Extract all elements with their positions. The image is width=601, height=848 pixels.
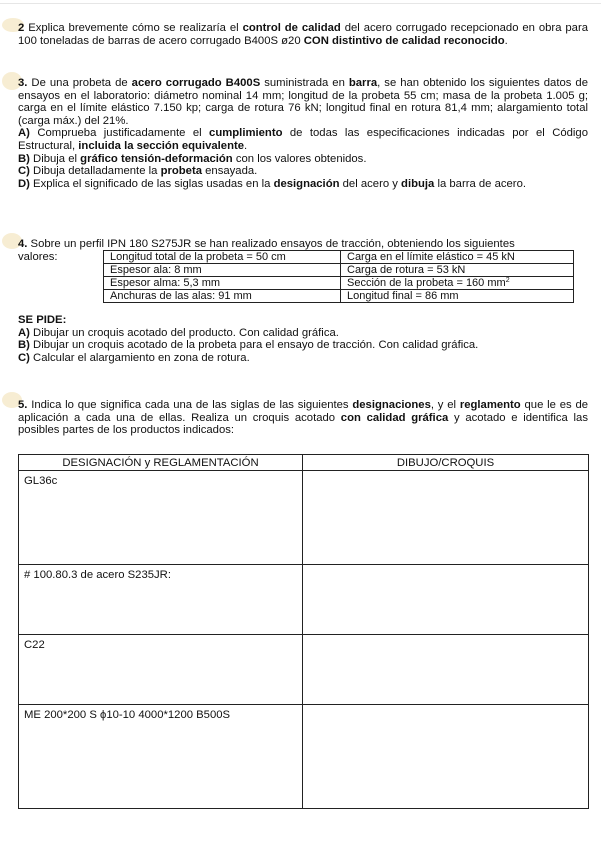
text-bold: designación xyxy=(273,177,340,190)
table-row xyxy=(19,635,589,705)
text: Dibuja detalladamente la xyxy=(29,165,161,178)
text: Explica el significado de las siglas usadas en la xyxy=(29,177,274,190)
table-cell xyxy=(341,277,574,290)
table-row xyxy=(104,277,574,290)
item-label: A) xyxy=(18,326,30,339)
designation-cell: ME 200*200 S ϕ10-10 4000*1200 B500S xyxy=(19,705,303,809)
table-row xyxy=(104,251,574,264)
question-number: 2 xyxy=(18,22,25,34)
table-row xyxy=(104,290,574,303)
cell-text: Sección de la probeta = 160 mm xyxy=(347,277,506,289)
drawing-cell[interactable] xyxy=(303,705,589,809)
table-row xyxy=(19,565,589,635)
text-bold: incluida la sección equivalente xyxy=(78,139,245,152)
text: , y el xyxy=(430,399,460,411)
text-bold: probeta xyxy=(160,165,202,178)
text-bold: barra xyxy=(348,77,378,89)
text: . xyxy=(244,139,248,152)
question-2 xyxy=(18,22,588,47)
question-number: 3. xyxy=(18,77,28,89)
text: y acotado e identifica las posibles partes de los productos indicados: xyxy=(18,411,588,437)
column-header-drawing: DIBUJO/CROQUIS xyxy=(303,455,589,471)
text: Explica brevemente cómo se realizaría el xyxy=(24,22,243,34)
table-row xyxy=(19,705,589,809)
text-bold: dibuja xyxy=(401,177,435,190)
text: Comprueba justificadamente el xyxy=(29,127,210,140)
table-row xyxy=(19,471,589,565)
question-number: 5. xyxy=(18,399,28,411)
text: valores: xyxy=(18,250,58,263)
text: del acero corrugado recepcionado en obra para 100 toneladas de barras de acero corrugado B400S ø20 xyxy=(18,22,589,47)
question-5 xyxy=(18,399,588,437)
table-cell: Espesor alma: 5,3 mm xyxy=(104,277,341,290)
text: De una probeta de xyxy=(27,77,132,89)
question-4-tasks xyxy=(18,314,588,364)
item-label: C) xyxy=(18,351,30,364)
table-row xyxy=(104,264,574,277)
drawing-cell[interactable] xyxy=(303,635,589,705)
text: Calcular el alargamiento en zona de rotura. xyxy=(29,351,250,364)
superscript: 2 xyxy=(505,277,510,284)
text: del acero y xyxy=(339,177,402,190)
text: que le es de aplicación a cada una de ellas. Realiza un croquis acotado xyxy=(18,399,589,424)
top-divider xyxy=(0,3,601,4)
text-bold: control de calidad xyxy=(242,22,341,34)
table-cell: Carga de rotura = 53 kN xyxy=(341,264,574,277)
item-label: B) xyxy=(18,152,30,165)
table-header-row xyxy=(19,455,589,471)
designation-cell: # 100.80.3 de acero S235JR: xyxy=(19,565,303,635)
designation-cell: C22 xyxy=(19,635,303,705)
test-values-table xyxy=(103,250,574,303)
text: con los valores obtenidos. xyxy=(232,152,367,165)
se-pide-heading: SE PIDE: xyxy=(18,314,67,326)
table-cell: Carga en el límite elástico = 45 kN xyxy=(341,251,574,264)
table-cell: Longitud total de la probeta = 50 cm xyxy=(104,251,341,264)
table-cell: Espesor ala: 8 mm xyxy=(104,264,341,277)
table-cell: Longitud final = 86 mm xyxy=(341,290,574,303)
text: Sobre un perfil IPN 180 S275JR se han realizado ensayos de tracción, obteniendo los siguientes xyxy=(27,238,515,250)
text: ensayada. xyxy=(202,165,258,178)
question-number: 4. xyxy=(18,238,28,250)
table-cell: Anchuras de las alas: 91 mm xyxy=(104,290,341,303)
question-3 xyxy=(18,77,588,190)
drawing-cell[interactable] xyxy=(303,471,589,565)
text: Dibujar un croquis acotado de la probeta para el ensayo de tracción. Con calidad gráfica. xyxy=(29,339,479,352)
designation-table xyxy=(18,454,589,809)
text: Dibujar un croquis acotado del producto. Con calidad gráfica. xyxy=(29,326,339,339)
item-label: D) xyxy=(18,177,30,190)
text-bold: gráfico tensión-deformación xyxy=(80,152,233,165)
text: de todas las especificaciones indicadas por el Código Estructural, xyxy=(18,127,588,152)
text: , se han obtenido los siguientes datos de ensayos en el laboratorio: diámetro nominal 14 mm; longitud de la probeta 55 cm; masa de la probeta 1.005 g; carga en el límite elástico 7.150 kp; carga de rotura 76 kN; longitud final en rotura 81,4 mm; alargamiento total (carga máx.) del 21%. xyxy=(18,77,588,127)
text: . xyxy=(504,34,508,47)
text: Dibuja el xyxy=(29,152,81,165)
drawing-cell[interactable] xyxy=(303,565,589,635)
text: Indica lo que significa cada una de las siglas de las siguientes xyxy=(27,399,353,411)
text-bold: reglamento xyxy=(459,399,521,411)
item-label: C) xyxy=(18,165,30,178)
item-label: B) xyxy=(18,339,30,352)
item-label: A) xyxy=(18,127,30,140)
text-bold: designaciones xyxy=(352,399,431,411)
column-header-designation: DESIGNACIÓN y REGLAMENTACIÓN xyxy=(19,455,303,471)
text-bold: con calidad gráfica xyxy=(340,411,449,424)
text-bold: acero corrugado B400S xyxy=(131,77,261,89)
text: la barra de acero. xyxy=(434,177,526,190)
designation-cell: GL36c xyxy=(19,471,303,565)
text-bold: cumplimiento xyxy=(209,127,283,140)
text-bold: CON distintivo de calidad reconocido xyxy=(303,34,505,47)
text: suministrada en xyxy=(260,77,349,89)
